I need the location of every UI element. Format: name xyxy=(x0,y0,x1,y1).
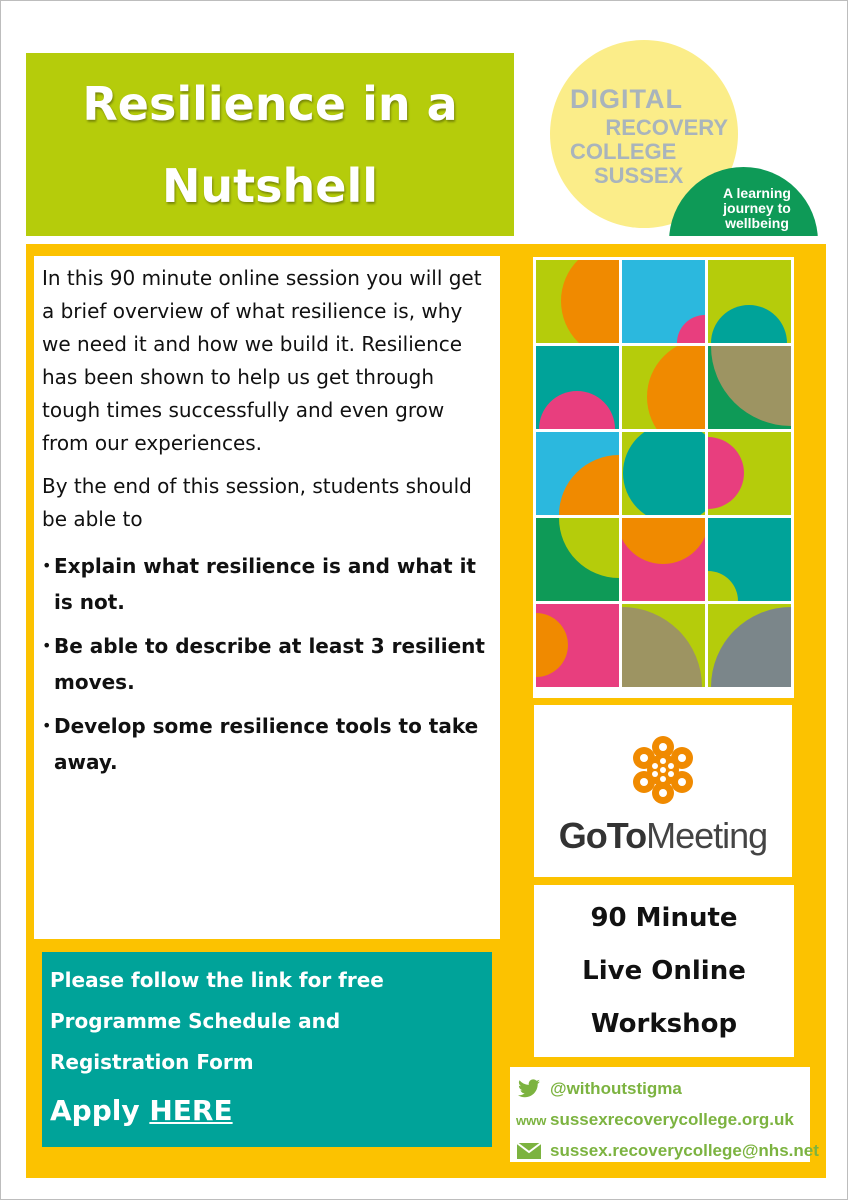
apply-here-link[interactable]: HERE xyxy=(149,1094,233,1127)
page-title: Resilience in a Nutshell xyxy=(82,76,458,213)
email-address: sussex.recoverycollege@nhs.net xyxy=(550,1140,819,1160)
web-icon xyxy=(516,1110,547,1130)
gotomeeting-flower-icon xyxy=(628,735,698,805)
logo-line-sussex: SUSSEX xyxy=(594,163,684,188)
logo-line-digital: DIGITAL xyxy=(570,84,683,114)
mosaic-graphic xyxy=(533,257,794,698)
logo-line-college: COLLEGE xyxy=(570,139,677,164)
apply-label: Apply xyxy=(50,1094,150,1127)
apply-line xyxy=(50,1089,484,1133)
gotomeeting-logo-panel xyxy=(534,705,792,877)
title-banner xyxy=(26,53,514,236)
twitter-icon xyxy=(516,1079,542,1099)
objective-text: Be able to describe at least 3 resilient moves. xyxy=(54,634,485,694)
contact-website[interactable] xyxy=(510,1104,810,1135)
workshop-info-box xyxy=(534,885,794,1057)
logo-line-recovery: RECOVERY xyxy=(605,115,728,140)
twitter-handle: @withoutstigma xyxy=(550,1078,682,1098)
mail-icon xyxy=(516,1141,542,1161)
workshop-duration: 90 Minute xyxy=(590,902,738,933)
decorative-mosaic xyxy=(533,257,794,698)
workshop-type: Workshop xyxy=(590,1008,738,1039)
workshop-format: Live Online xyxy=(582,955,746,986)
bullet-icon: • xyxy=(42,716,52,735)
gotomeeting-wordmark xyxy=(534,815,792,857)
objectives-list xyxy=(42,548,490,780)
registration-callout xyxy=(42,952,492,1147)
bullet-icon: • xyxy=(42,556,52,575)
contact-details xyxy=(510,1067,819,1162)
bullet-icon: • xyxy=(42,636,52,655)
objective-item xyxy=(42,708,490,780)
objective-text: Develop some resilience tools to take away. xyxy=(54,714,479,774)
svg-text:www: www xyxy=(516,1112,547,1128)
mosaic-tile xyxy=(622,423,723,523)
objectives-intro: By the end of this session, students should be able to xyxy=(42,474,472,531)
logo-tagline: A learning journey to wellbeing xyxy=(723,185,791,231)
digital-recovery-college-logo xyxy=(548,40,818,236)
website-url: sussexrecoverycollege.org.uk xyxy=(550,1109,794,1129)
registration-text: Please follow the link for free Programme Schedule and Registration Form xyxy=(50,968,384,1074)
wordmark-goto: GoTo xyxy=(558,815,647,856)
contact-twitter[interactable] xyxy=(510,1073,810,1104)
objective-item xyxy=(42,548,490,620)
description-panel xyxy=(34,256,500,939)
wordmark-meeting: Meeting xyxy=(646,815,768,856)
objective-item xyxy=(42,628,490,700)
objective-text: Explain what resilience is and what it is not. xyxy=(54,554,476,614)
description-paragraph: In this 90 minute online session you will get a brief overview of what resilience is, why we need it and how we build it. Resilience has been shown to help us get through tough times successfully and even grow from our experiences. xyxy=(42,266,482,455)
contact-email[interactable] xyxy=(510,1135,819,1166)
